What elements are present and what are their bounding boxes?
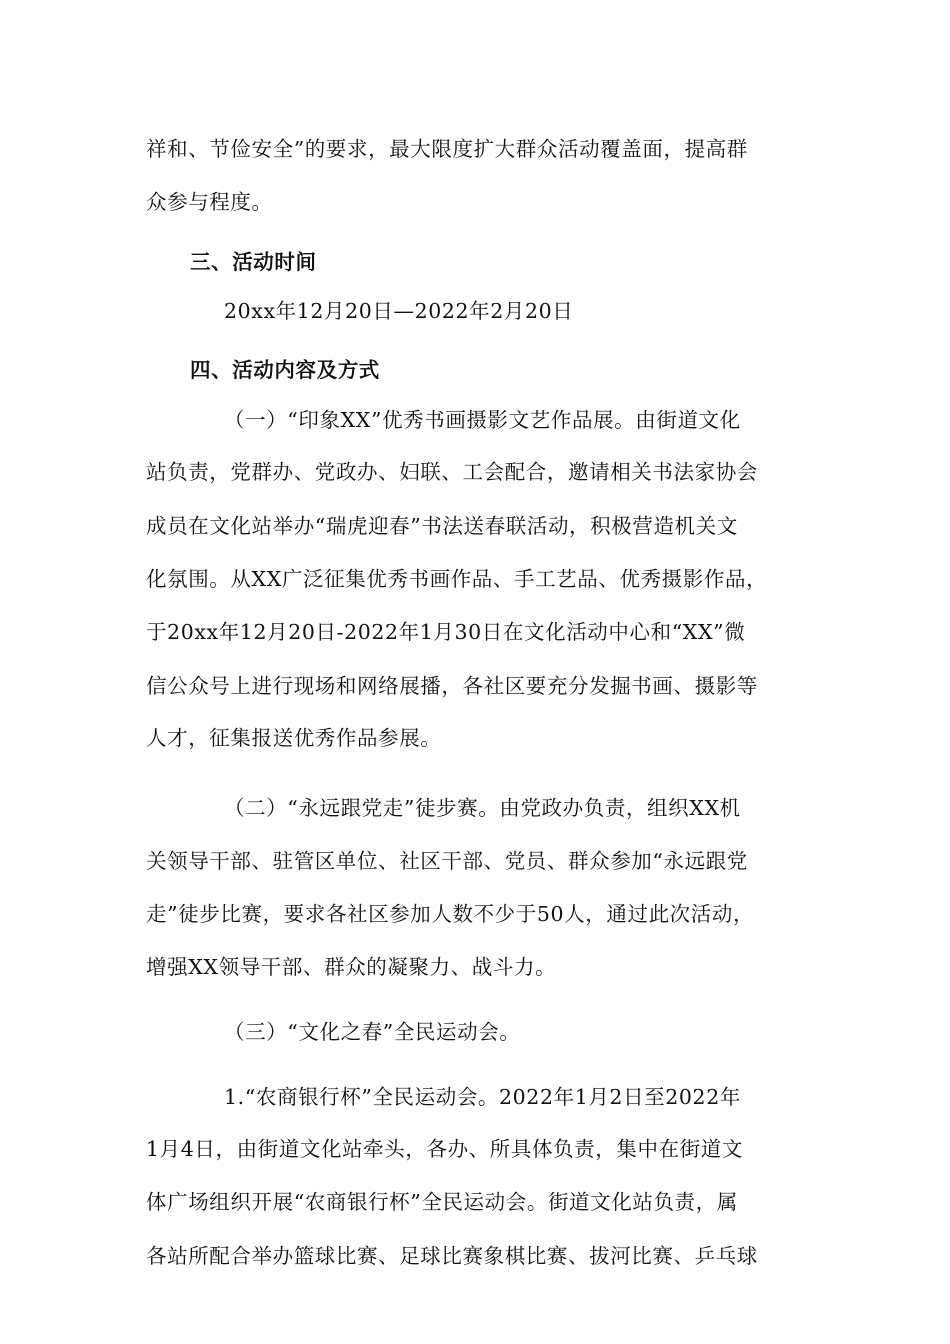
section-heading-time: 三、活动时间 (190, 250, 317, 274)
paragraph-line: 人才，征集报送优秀作品参展。 (146, 726, 442, 750)
paragraph-line: 祥和、节俭安全”的要求，最大限度扩大群众活动覆盖面，提高群 (146, 137, 748, 161)
paragraph-line: 各站所配合举办篮球比赛、足球比赛象棋比赛、拔河比赛、乒乓球 (146, 1244, 758, 1268)
paragraph-line: 增强XX领导干部、群众的凝聚力、战斗力。 (146, 955, 557, 979)
paragraph-line: 走”徒步比赛，要求各社区参加人数不少于50人，通过此次活动， (146, 902, 755, 926)
section-heading-content: 四、活动内容及方式 (190, 358, 380, 382)
subsection-heading: （三）“文化之春”全民运动会。 (224, 1020, 521, 1044)
paragraph-line: （二）“永远跟党走”徒步赛。由党政办负责，组织XX机 (224, 796, 741, 820)
paragraph-line: 1.“农商银行杯”全民运动会。2022年1月2日至2022年 (224, 1085, 741, 1109)
activity-date-range: 20xx年12月20日—2022年2月20日 (224, 299, 574, 323)
paragraph-line: 于20xx年12月20日-2022年1月30日在文化活动中心和“XX”微 (146, 620, 746, 644)
paragraph-line: 信公众号上进行现场和网络展播，各社区要充分发掘书画、摄影等 (146, 674, 758, 698)
paragraph-line: （一）“印象XX”优秀书画摄影文艺作品展。由街道文化 (224, 408, 741, 432)
paragraph-line: 化氛围。从XX广泛征集优秀书画作品、手工艺品、优秀摄影作品， (146, 567, 768, 591)
paragraph-line: 体广场组织开展“农商银行杯”全民运动会。街道文化站负责，属 (146, 1190, 738, 1214)
paragraph-line: 成员在文化站举办“瑞虎迎春”书法送春联活动，积极营造机关文 (146, 514, 738, 538)
paragraph-line: 站负责，党群办、党政办、妇联、工会配合，邀请相关书法家协会 (146, 460, 758, 484)
paragraph-line: 1月4日，由街道文化站牵头，各办、所具体负责，集中在街道文 (146, 1137, 743, 1161)
paragraph-line: 众参与程度。 (146, 190, 273, 214)
paragraph-line: 关领导干部、驻管区单位、社区干部、党员、群众参加“永远跟党 (146, 849, 748, 873)
